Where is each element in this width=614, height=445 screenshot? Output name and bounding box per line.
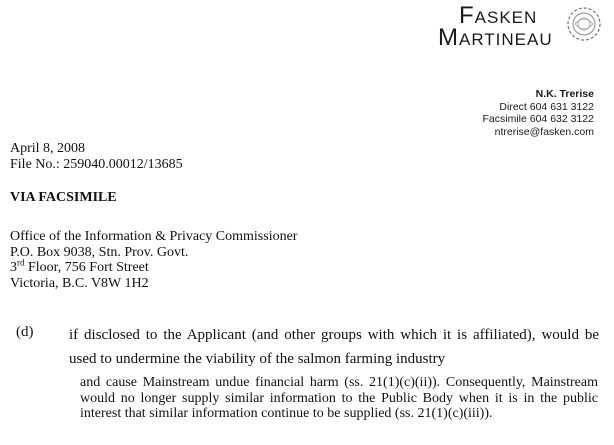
recipient-floor-number: 3 <box>10 260 17 275</box>
firm-name-fasken: Fasken <box>459 2 538 29</box>
delivery-method: VIA FACSIMILE <box>10 190 117 205</box>
sender-fax: Facsimile 604 632 3122 <box>482 113 594 125</box>
recipient-street <box>10 257 297 276</box>
firm-seal-icon <box>566 6 602 42</box>
recipient-office: Office of the Information & Privacy Commissioner <box>10 229 298 244</box>
firm-name-martineau: Martineau <box>438 24 553 51</box>
recipient-po-box: P.O. Box 9038, Stn. Prov. Govt. <box>10 244 189 260</box>
recipient-address <box>10 229 297 291</box>
sender-email: ntrerise@fasken.com <box>494 125 594 138</box>
clause-text-top: if disclosed to the Applicant (and other groups with which it is affiliated), would be used to undermine the viability of the salmon farming industry <box>69 327 599 367</box>
sender-direct-phone: Direct 604 631 3122 <box>499 100 594 113</box>
recipient-floor-suffix: rd <box>17 257 25 268</box>
recipient-street-rest: Floor, 756 Fort Street <box>24 260 149 275</box>
recipient-city: Victoria, B.C. V8W 1H2 <box>10 275 149 291</box>
clause-label: (d) <box>16 324 34 340</box>
file-number: File No.: 259040.00012/13685 <box>10 157 183 172</box>
letter-date: April 8, 2008 <box>10 141 86 156</box>
sender-name: N.K. Trerise <box>535 88 594 100</box>
firm-name-line2 <box>438 24 553 52</box>
sender-block <box>483 88 595 138</box>
clause-text-bottom: and cause Mainstream undue financial harm (ss. 21(1)(c)(ii)). Consequently, Mainstream would no longer supply similar information to the Public Body when it is in the public interest that similar information continue to be supplied (ss. 21(1)(c)(iii)). <box>80 375 598 422</box>
